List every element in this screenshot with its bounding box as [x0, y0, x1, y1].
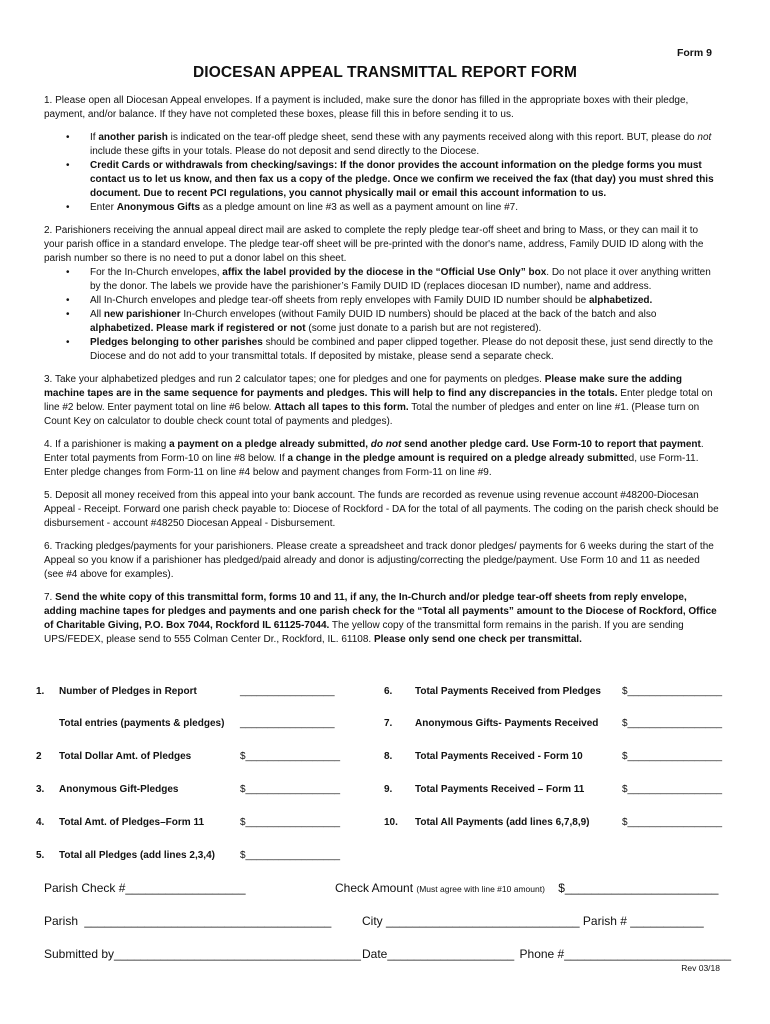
page-title: DIOCESAN APPEAL TRANSMITTAL REPORT FORM: [193, 64, 577, 81]
bullet-item: • All new parishioner In-Church envelopes (without Family DUID ID numbers) should be placed at the back of the batch and also alphabetized. Please mark if registered or not (some just donate to a parish but are not registered).: [44, 308, 720, 336]
submitted-by-field[interactable]: _____________________________________: [114, 947, 361, 961]
check-amount-line: [335, 881, 718, 895]
parish-check-field[interactable]: __________________: [125, 881, 246, 895]
parish-number-field[interactable]: ___________: [630, 914, 704, 928]
phone-label: Phone #: [519, 947, 565, 961]
city-field[interactable]: _____________________________: [386, 914, 580, 928]
parish-check-label: Parish Check #: [44, 881, 126, 895]
anonymous-pledges-field[interactable]: $_________________: [240, 784, 341, 795]
check-amount-label: Check Amount: [335, 881, 414, 895]
date-label: Date: [362, 947, 388, 961]
pledge-count-field[interactable]: _________________: [240, 686, 335, 697]
parish-field[interactable]: _____________________________________: [84, 914, 332, 928]
date-field[interactable]: ___________________: [387, 947, 515, 961]
section-1-intro: 1. Please open all Diocesan Appeal envelopes. If a payment is included, make sure the donor has filled in the appropriate boxes with their pledge, payment, and/or balance. If they have not completed these boxes, please fill this in before sending it to us.: [44, 95, 689, 120]
city-line: [362, 914, 704, 928]
parish-check-line: [44, 881, 246, 895]
bullet-item: • If another parish is indicated on the tear-off pledge sheet, send these with any payments received along with this report. BUT, please do not include these gifts in your totals. Please do not deposit and send directly to the Diocese.: [44, 131, 720, 159]
dollar-pledges-field[interactable]: $_________________: [240, 751, 341, 762]
check-amount-field[interactable]: $_______________________: [558, 881, 719, 895]
form-number: Form 9: [676, 47, 712, 59]
submitted-by-label: Submitted by: [44, 947, 115, 961]
section-7: 7. Send the white copy of this transmittal form, forms 10 and 11, if any, the In-Church and/or pledge tear-off sheets from reply envelope, adding machine tapes for pledges and payments and one parish check for the “Total all payments” amount to the Diocese of Rockford, Office of Charitable Giving, P.O. Box 7044, Rockford IL 61125-7044. The yellow copy of the transmittal form remains in the parish. If you are sending UPS/FEDEX, please send to 555 Colman Center Dr., Rockford, IL. 61108. Please only send one check per transmittal.: [44, 592, 717, 645]
section-4: 4. If a parishioner is making a payment on a pledge already submitted, do not send another pledge card. Use Form-10 to report that payment. Enter total payments from Form-10 on line #8 below. If a change in the pledge amount is required on a pledge already submitted, use Form-11. Enter pledge changes from Form-11 on line #4 below and payment changes from Form-11 on line #9.: [44, 439, 704, 478]
form11-payments-field[interactable]: $_________________: [622, 784, 723, 795]
payments-received-field[interactable]: $_________________: [622, 686, 723, 697]
form-page: Form 9 DIOCESAN APPEAL TRANSMITTAL REPORT FORM 1. Please open all Diocesan Appeal envelopes. If a payment is included, make sure the donor has filled in the appropriate boxes with their pledge, payment, and/or balance. If they have not completed these boxes, please fill this in before sending it to us. • If another parish is indicated on the tear-off pledge sheet, send these with any payments received along with this report. BUT, please do not include these gifts in your totals. Please do not deposit and send directly to the Diocese. • Credit Cards or withdrawals from checking/savings: If the donor provides the account information on the pledge forms you must contact us to let us know, and then fax us a copy of the pledge. Once we confirm we received the fax (that day) you must shred this document. Due to recent PCI regulations, you cannot physically mail or email this account information to us. • Enter Anonymous Gifts as a pledge amount on line #3 as well as a payment amount on line #7. 2. Parishioners receiving the annual appeal direct mail are asked to complete the reply pledge tear-off sheet and bring to Mass, or they can mail it to your parish office in a standard envelope. The pledge tear-off sheet will be pre-printed with the donor's name, address, Family DUID ID along with the parish number so there is no need to put a donor label on this sheet. • For the In-Church envelopes, affix the label provided by the diocese in the “Official Use Only” box. Do not place it over anything written by the donor. The labels we provide have the parishioner’s Family DUID ID (replaces diocesan ID number), name and address. • All In-Church envelopes and pledge tear-off sheets from reply envelopes with Family DUID ID number should be alphabetized. • All new parishioner In-Church envelopes (without Family DUID ID numbers) should be placed at the back of the batch and also alphabetized. Please mark if registered or not (some just donate to a parish but are not registered). • Pledges belonging to other parishes should be combined and paper clipped together. Please do not deposit these, just send directly to the Diocese and do not add to your transmittal totals. If deposited by mistake, please send a separate check. 3. Take your alphabetized pledges and run 2 calculator tapes; one for pledges and one for payments on pledges. Please make sure the adding machine tapes are in the same sequence for payments and pledges. This will help to find any discrepancies in the totals. Enter pledge total on line #2 below. Enter payment total on line #6 below. Attach all tapes to this form. Total the number of pledges and enter on line #1. (Please turn on Count Key on calculator to double check count total of payments and pledges). 4. If a parishioner is making a payment on a pledge already submitted, do not send another pledge card. Use Form-10 to report that payment. Enter total payments from Form-10 on line #8 below. If a change in the pledge amount is required on a pledge already submitted, use Form-11. Enter pledge changes from Form-11 on line #4 below and payment changes from Form-11 on line #9. 5. Deposit all money received from this appeal into your bank account. The funds are recorded as revenue using revenue account #48200-Diocesan Appeal - Receipt. Forward one parish check payable to: Diocese of Rockford - DA for the total of all payments. The coding on the parish check should be disbursement - account #48250 Diocesan Appeal - Disbursement. 6. Tracking pledges/payments for your parishioners. Please create a spreadsheet and track donor pledges/ payments for 6 weeks during the start of the Appeal so you know if a parishioner has pledged/paid already and donor is adjusting/correcting the pledge/payment. Use Form 10 and 11 as needed (see #4 above for examples). 7. Send the white copy of this transmittal form, forms 10 and 11, if any, the In-Church and/or pledge tear-off sheets from reply envelope, adding machine tapes for pledges and payments and one parish check for the “Total all payments” amount to the Diocese of Rockford, Office of Charitable Giving, P.O. Box 7044, Rockford IL 61125-7044. The yellow copy of the transmittal form remains in the parish. If you are sending UPS/FEDEX, please send to 555 Colman Center Dr., Rockford, IL. 61108. Please only send one check per transmittal. 1. Number of Pledges in Report _________________ Total entries (payments & pledges) _________________ 2 Total Dollar Amt. of Pledges $_________________ 3. Anonymous Gift-Pledges $_________________ 4. Total Amt. of Pledges–Form 11 $_________________ 5. Total all Pledges (add lines 2,3,4) $_________________ 6. Total Payments Received from Pledges $_________________ 7. Anonymous Gifts- Payments Received $_________________ 8. Total Payments Received - Form 10 $_________________ 9. Total Payments Received – Form 11 $_________________ 10. Total All Payments (add lines 6,7,8,9) $_________________ Parish Check #__________________ Check Amount (Must agree with line #10 amount) $_______________________ Parish _____________________________________ City _____________________________ Parish # ___________ Submitted by_____________________________________ Date___________________ Phone #_________________________ Rev 03/18: [0, 0, 770, 1024]
city-label: City: [362, 914, 383, 928]
total-entries-field[interactable]: _________________: [240, 718, 335, 729]
bullet-item: • Credit Cards or withdrawals from checking/savings: If the donor provides the account information on the pledge forms you must contact us to let us know, and then fax us a copy of the pledge. Once we confirm we received the fax (that day) you must shred this document. Due to recent PCI regulations, you cannot physically mail or email this account information to us.: [44, 159, 720, 201]
section-3: 3. Take your alphabetized pledges and run 2 calculator tapes; one for pledges and one for payments on pledges. Please make sure the adding machine tapes are in the same sequence for payments and pledges. This will help to find any discrepancies in the totals. Enter pledge total on line #2 below. Enter payment total on line #6 below. Attach all tapes to this form. Total the number of pledges and enter on line #1. (Please turn on Count Key on calculator to double check count total of payments and pledges).: [44, 374, 713, 427]
bullet-item: • Enter Anonymous Gifts as a pledge amount on line #3 as well as a payment amount on line #7.: [44, 201, 720, 215]
section-2-bullets: [44, 266, 720, 364]
submitted-line: [44, 947, 361, 961]
section-5: 5. Deposit all money received from this appeal into your bank account. The funds are recorded as revenue using revenue account #48200-Diocesan Appeal - Receipt. Forward one parish check payable to: Diocese of Rockford - DA for the total of all payments. The coding on the parish check should be disbursement - account #48250 Diocesan Appeal - Disbursement.: [44, 490, 719, 529]
revision-label: Rev 03/18: [681, 963, 720, 973]
bullet-item: • Pledges belonging to other parishes should be combined and paper clipped together. Please do not deposit these, just send directly to the Diocese and do not add to your transmittal totals. If deposited by mistake, please send a separate check.: [44, 336, 720, 364]
date-phone-line: [362, 947, 731, 961]
form11-pledges-field[interactable]: $_________________: [240, 817, 341, 828]
section-1-bullets: [44, 131, 720, 215]
parish-number-label: Parish #: [582, 914, 627, 928]
section-2-intro: 2. Parishioners receiving the annual appeal direct mail are asked to complete the reply pledge tear-off sheet and bring to Mass, or they can mail it to your parish office in a standard envelope. The pledge tear-off sheet will be pre-printed with the donor's name, address, Family DUID ID along with the parish number so there is no need to put a donor label on this sheet.: [44, 225, 704, 264]
total-pledges-field[interactable]: $_________________: [240, 850, 341, 861]
total-payments-field[interactable]: $_________________: [622, 817, 723, 828]
section-6: 6. Tracking pledges/payments for your parishioners. Please create a spreadsheet and track donor pledges/ payments for 6 weeks during the start of the Appeal so you know if a parishioner has pledged/paid already and donor is adjusting/correcting the pledge/payment. Use Form 10 and 11 as needed (see #4 above for examples).: [44, 541, 714, 580]
bullet-item: • For the In-Church envelopes, affix the label provided by the diocese in the “Official Use Only” box. Do not place it over anything written by the donor. The labels we provide have the parishioner’s Family DUID ID (replaces diocesan ID number), name and address.: [44, 266, 720, 294]
bullet-item: • All In-Church envelopes and pledge tear-off sheets from reply envelopes with Family DUID ID number should be alphabetized.: [44, 294, 720, 308]
parish-line: [44, 914, 331, 928]
check-amount-note: (Must agree with line #10 amount): [416, 884, 545, 894]
anonymous-payments-field[interactable]: $_________________: [622, 718, 723, 729]
form10-payments-field[interactable]: $_________________: [622, 751, 723, 762]
phone-field[interactable]: _________________________: [564, 947, 732, 961]
instructions: [44, 94, 720, 656]
parish-label: Parish: [44, 914, 79, 928]
